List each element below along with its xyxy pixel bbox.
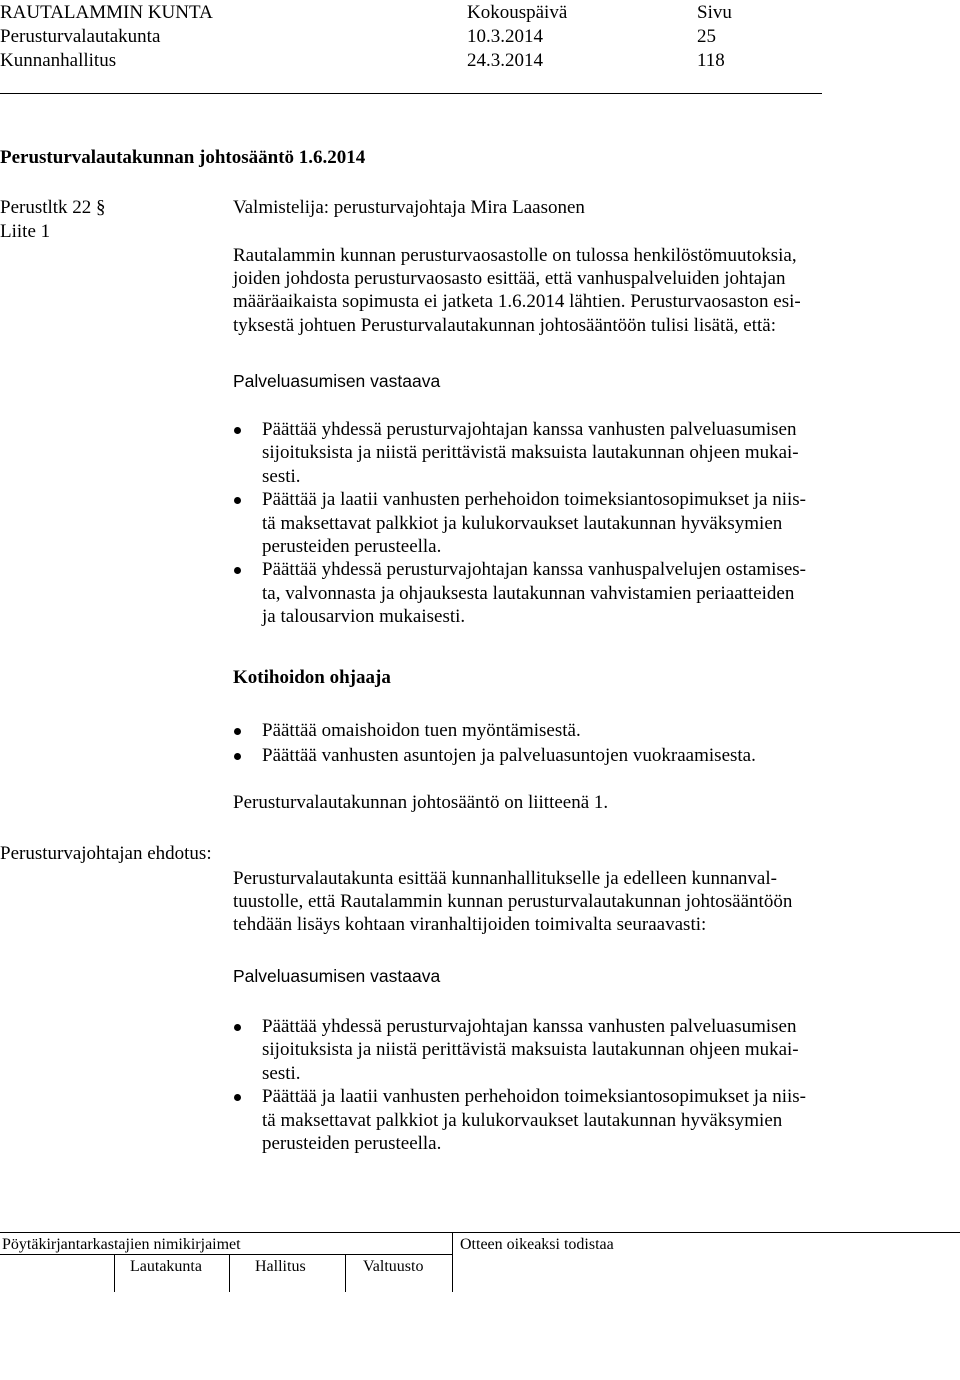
header-body-2: Kunnanhallitus (0, 50, 117, 71)
proposal-label: Perusturvajohtajan ehdotus: (0, 843, 212, 864)
header-rule (0, 93, 822, 94)
attachment-note: Perusturvalautakunnan johtosääntö on liitteenä 1. (233, 792, 609, 813)
list-item-line: perusteiden perusteella. (262, 536, 442, 558)
list-item-line: Päättää vanhusten asuntojen ja palveluasuntojen vuokraamisesta. (262, 745, 756, 767)
bullet-icon (234, 427, 241, 434)
bullet-icon (234, 567, 241, 574)
list-item (233, 558, 806, 628)
footer-column-board: Lautakunta (130, 1258, 202, 1275)
footer-column-council: Valtuusto (363, 1258, 424, 1275)
list-item-line: ta, valvonnasta ja ohjauksesta lautakunnan vahvistamien periaatteiden (262, 582, 795, 604)
list-item (233, 719, 756, 742)
section-heading: Kotihoidon ohjaaja (233, 667, 391, 688)
intro-line: joiden johdosta perusturvaosasto esittää, että vanhuspalveluiden johtajan (233, 268, 786, 290)
list-item-line: Päättää yhdessä perusturvajohtajan kanssa vanhuspalvelujen ostamises- (262, 559, 806, 581)
list-item-line: Päättää ja laatii vanhusten perhehoidon toimeksiantosopimukset ja niis- (262, 1086, 807, 1108)
footer-column-executive: Hallitus (255, 1258, 306, 1275)
proposal-paragraph (233, 867, 893, 937)
intro-line: tyksestä johtuen Perusturvalautakunnan johtosääntöön tulisi lisätä, että: (233, 314, 776, 336)
document-title: Perusturvalautakunnan johtosääntö 1.6.2014 (0, 147, 366, 168)
section-heading: Palveluasumisen vastaava (233, 371, 441, 391)
list-item-line: Päättää ja laatii vanhusten perhehoidon toimeksiantosopimukset ja niis- (262, 489, 807, 511)
meeting-date-label: Kokouspäivä (467, 2, 568, 23)
list-item-line: sesti. (262, 465, 301, 487)
org-name: RAUTALAMMIN KUNTA (0, 2, 213, 23)
signatures-label: Pöytäkirjantarkastajien nimikirjaimet (2, 1236, 241, 1253)
list-item-line: tä maksettavat palkkiot ja kulukorvaukset lautakunnan hyväksymien (262, 512, 783, 534)
list-item-line: sijoituksista ja niistä perittävistä maksuista lautakunnan ohjeen mukai- (262, 1039, 799, 1061)
list-item-line: Päättää yhdessä perusturvajohtajan kanssa vanhusten palveluasumisen (262, 1016, 797, 1037)
page-label: Sivu (697, 2, 732, 23)
section1-list (233, 418, 806, 629)
preparer: Valmistelija: perusturvajohtaja Mira Laasonen (233, 197, 585, 218)
header-page-2: 118 (697, 50, 725, 71)
list-item-line: ja talousarvion mukaisesti. (262, 606, 466, 628)
footer-divider (114, 1254, 115, 1292)
list-item-line: Päättää omaishoidon tuen myöntämisestä. (262, 720, 581, 741)
certified-label: Otteen oikeaksi todistaa (460, 1236, 614, 1253)
bullet-icon (234, 1094, 241, 1101)
list-item-line: perusteiden perusteella. (262, 1133, 442, 1155)
footer-divider (452, 1232, 453, 1292)
list-item-line: tä maksettavat palkkiot ja kulukorvaukset lautakunnan hyväksymien (262, 1109, 783, 1131)
section3-list (233, 1015, 806, 1155)
list-item (233, 418, 806, 488)
list-item (233, 1015, 806, 1085)
bullet-icon (234, 728, 241, 735)
bullet-icon (234, 497, 241, 504)
attachment-ref: Liite 1 (0, 221, 51, 242)
intro-line: Rautalammin kunnan perusturvaosastolle on tulossa henkilöstömuutoksia, (233, 245, 797, 266)
list-item-line: Päättää yhdessä perusturvajohtajan kanssa vanhusten palveluasumisen (262, 419, 797, 440)
footer-divider (0, 1232, 960, 1233)
section-heading: Palveluasumisen vastaava (233, 966, 441, 986)
item-reference: Perustltk 22 § (0, 197, 106, 218)
list-item (233, 1085, 806, 1155)
header-date-2: 24.3.2014 (467, 50, 543, 71)
proposal-line: tehdään lisäys kohtaan viranhaltijoiden toimivalta seuraavasti: (233, 914, 707, 936)
footer-divider (345, 1254, 346, 1292)
list-item (233, 488, 806, 558)
footer-signature-table (0, 1232, 960, 1292)
proposal-line: Perusturvalautakunta esittää kunnanhallitukselle ja edelleen kunnanval- (233, 868, 777, 889)
section2-list (233, 719, 756, 768)
bullet-icon (234, 753, 241, 760)
footer-divider (229, 1254, 230, 1292)
header-body-1: Perusturvalautakunta (0, 26, 161, 47)
intro-paragraph (233, 244, 893, 337)
header-date-1: 10.3.2014 (467, 26, 543, 47)
list-item (233, 744, 756, 767)
list-item-line: sijoituksista ja niistä perittävistä maksuista lautakunnan ohjeen mukai- (262, 442, 799, 464)
list-item-line: sesti. (262, 1062, 301, 1084)
intro-line: määräaikaista sopimusta ei jatketa 1.6.2014 lähtien. Perusturvaosaston esi- (233, 291, 801, 313)
proposal-line: tuustolle, että Rautalammin kunnan perusturvalautakunnan johtosääntöön (233, 891, 793, 913)
footer-divider (0, 1254, 452, 1255)
header-page-1: 25 (697, 26, 716, 47)
bullet-icon (234, 1024, 241, 1031)
